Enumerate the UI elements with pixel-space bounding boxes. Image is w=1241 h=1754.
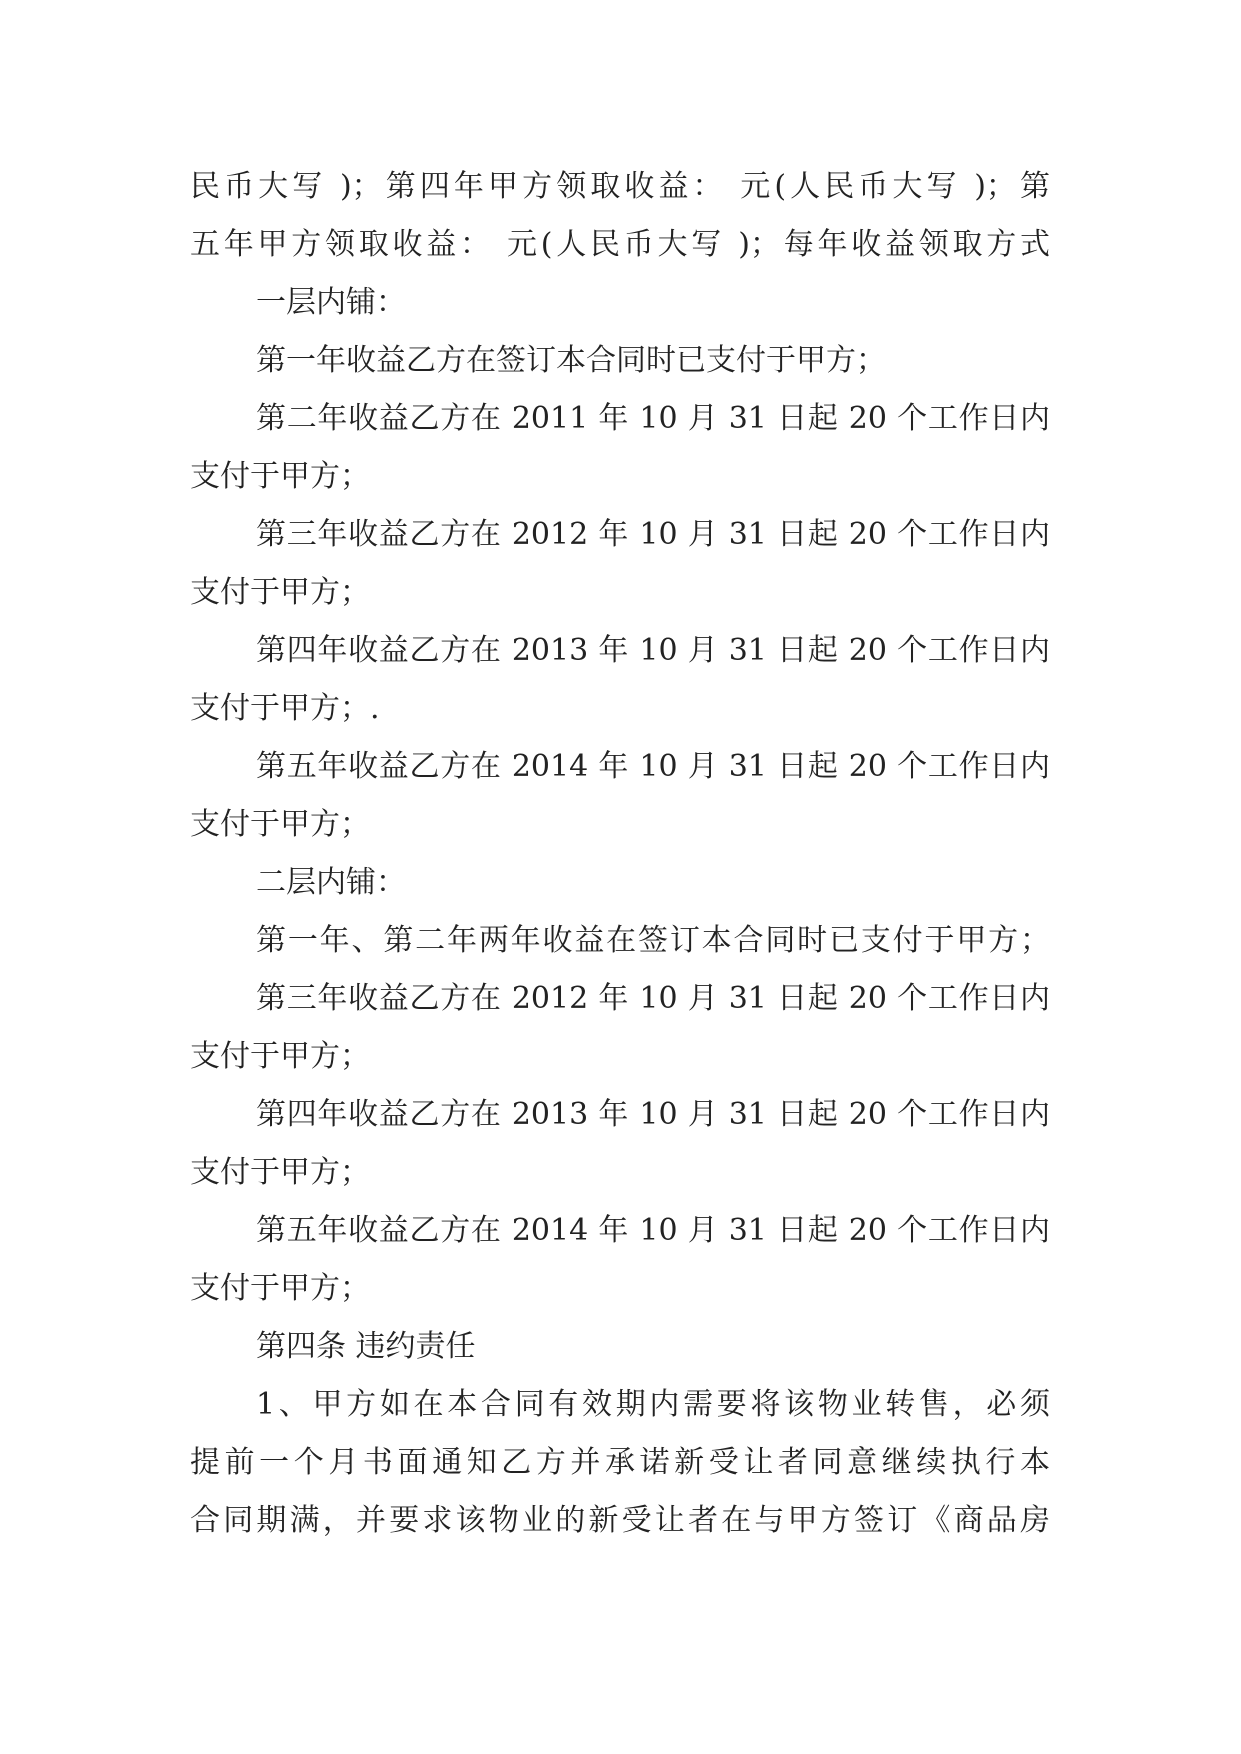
text-line: 民币大写 )；第四年甲方领取收益： 元(人民币大写 )；第	[190, 169, 1050, 204]
text-line: 支付于甲方；	[190, 575, 370, 610]
text-line: 五年甲方领取收益： 元(人民币大写 )；每年收益领取方式	[190, 227, 1050, 262]
text-line: 支付于甲方；	[190, 1155, 370, 1190]
text-line: 第三年收益乙方在 2012 年 10 月 31 日起 20 个工作日内	[256, 981, 1050, 1016]
text-line: 第四年收益乙方在 2013 年 10 月 31 日起 20 个工作日内	[256, 633, 1050, 668]
document-body	[190, 158, 1050, 1550]
section-heading: 二层内铺：	[256, 865, 406, 900]
text-line: 支付于甲方；.	[190, 691, 380, 726]
article-heading: 第四条 违约责任	[256, 1329, 476, 1364]
text-line: 第一年、第二年两年收益在签订本合同时已支付于甲方；	[256, 923, 1050, 958]
text-line: 合同期满，并要求该物业的新受让者在与甲方签订《商品房	[190, 1503, 1050, 1538]
text-line: 第二年收益乙方在 2011 年 10 月 31 日起 20 个工作日内	[256, 401, 1050, 436]
text-line: 支付于甲方；	[190, 459, 370, 494]
text-line: 第三年收益乙方在 2012 年 10 月 31 日起 20 个工作日内	[256, 517, 1050, 552]
text-line: 支付于甲方；	[190, 1039, 370, 1074]
text-line: 第五年收益乙方在 2014 年 10 月 31 日起 20 个工作日内	[256, 1213, 1050, 1248]
text-line: 第四年收益乙方在 2013 年 10 月 31 日起 20 个工作日内	[256, 1097, 1050, 1132]
section-heading: 一层内铺：	[256, 285, 406, 320]
text-line: 支付于甲方；	[190, 1271, 370, 1306]
text-line: 第五年收益乙方在 2014 年 10 月 31 日起 20 个工作日内	[256, 749, 1050, 784]
text-line: 提前一个月书面通知乙方并承诺新受让者同意继续执行本	[190, 1445, 1050, 1480]
text-line: 第一年收益乙方在签订本合同时已支付于甲方；	[256, 343, 886, 378]
text-line: 1、甲方如在本合同有效期内需要将该物业转售，必须	[256, 1387, 1050, 1422]
text-line: 支付于甲方；	[190, 807, 370, 842]
